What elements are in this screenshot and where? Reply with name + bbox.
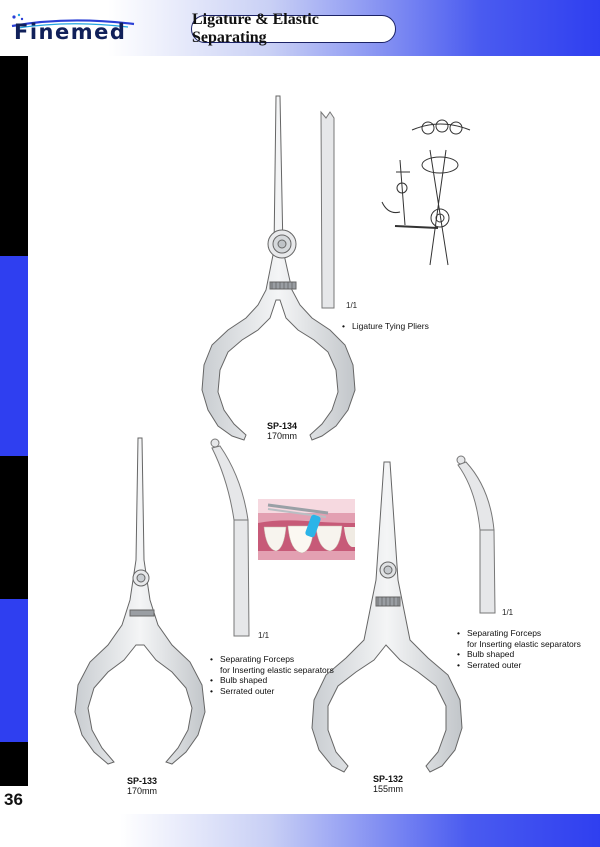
- sp-133-feature-text: for Inserting elastic separators: [220, 664, 334, 675]
- sp-133-pliers-image: [75, 438, 205, 764]
- sp-132-feature: • Bulb shaped: [457, 649, 581, 660]
- sp-133-feature: • Separating Forceps: [210, 654, 334, 665]
- sp-132-feature: [457, 639, 581, 650]
- sp-134-code: SP-134: [266, 421, 298, 431]
- sp-133-scale: 1/1: [258, 631, 270, 640]
- sp-133-feature: • Bulb shaped: [210, 675, 334, 686]
- sp-132-tip-detail-image: [457, 456, 495, 613]
- sp-134-size: 170mm: [266, 431, 297, 441]
- page-title: Ligature & Elastic Separating: [191, 15, 396, 43]
- teeth-photo-image: [258, 499, 355, 560]
- sp-132-feature: • Serrated outer: [457, 660, 581, 671]
- sp-132-scale: 1/1: [502, 608, 514, 617]
- sp-133-features: [210, 654, 334, 696]
- sp-133-size: 170mm: [126, 786, 157, 796]
- dental-separator-photo: [258, 499, 355, 560]
- brand-name: Finemed: [14, 20, 127, 44]
- sp-132-features: [457, 628, 581, 670]
- sp-133-tip-detail-image: [211, 439, 249, 636]
- page-number: 36: [4, 790, 23, 809]
- ligature-diagram-image: [382, 120, 470, 265]
- sp-132-feature-text: for Inserting elastic separators: [467, 638, 581, 649]
- sp-134-tip-detail-image: [321, 112, 334, 308]
- sp-134-features: [342, 321, 429, 332]
- sp-133-code: SP-133: [126, 776, 158, 786]
- sp-134-feature: • Ligature Tying Pliers: [342, 321, 429, 332]
- sp-132-feature: • Separating Forceps: [457, 628, 581, 639]
- sp-133-feature: • Serrated outer: [210, 686, 334, 697]
- sp-132-code: SP-132: [372, 774, 404, 784]
- sp-133-feature: [210, 665, 334, 676]
- sp-134-scale: 1/1: [346, 301, 358, 310]
- sp-132-size: 155mm: [372, 784, 403, 794]
